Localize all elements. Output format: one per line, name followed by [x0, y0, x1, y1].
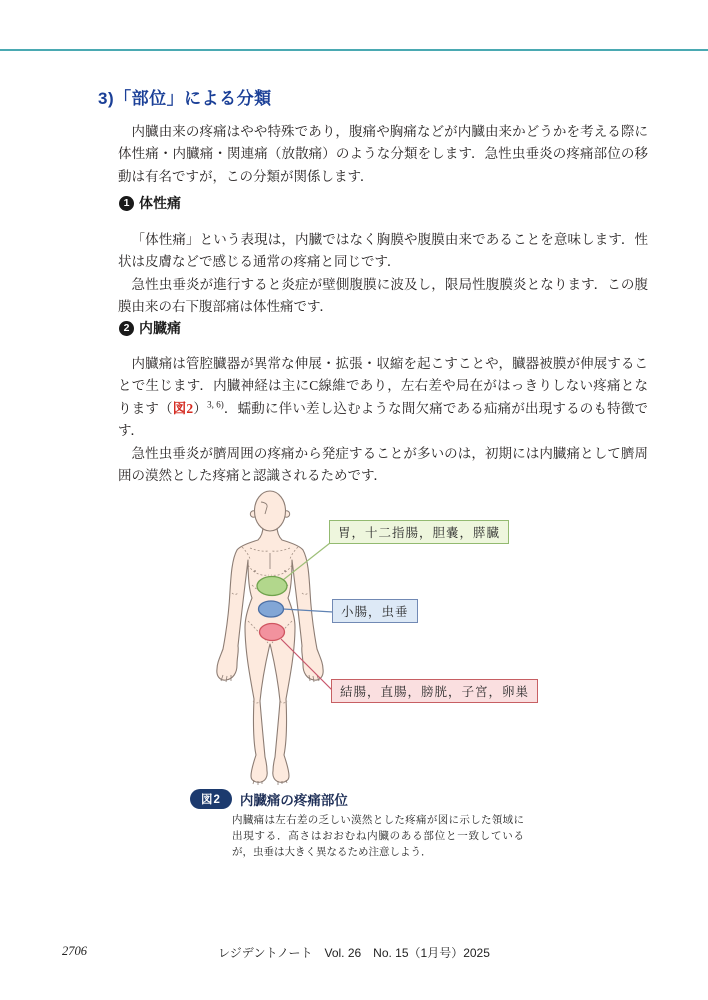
page-number: 2706: [62, 944, 87, 958]
visceral-text-pre: 内臓痛は管腔臓器が異常な伸展・拡張・収縮を起こすことや，臓器被膜が伸展することで生じます．内臓神経は主にC線維であり，左右差や局在がはっきりしない疼痛となります（: [118, 355, 648, 416]
label-lower-organs: 結腸，直腸，膀胱，子宮，卵巣: [331, 679, 538, 703]
label-middle-organs: 小腸，虫垂: [332, 599, 418, 623]
figure-caption-title: 内臓痛の疼痛部位: [239, 793, 348, 808]
subsection-visceral-pain: [119, 318, 181, 338]
somatic-paragraph-2: 急性虫垂炎が進行すると炎症が壁側腹膜に波及し，限局性腹膜炎となります．この腹膜由来の右下腹部痛は体性痛です．: [118, 276, 648, 314]
pain-zone-suprapubic: [260, 624, 285, 641]
label-upper-organs: 胃，十二指腸，胆嚢，膵臓: [329, 520, 509, 544]
subsection-somatic-pain: [119, 193, 181, 213]
visceral-text-post: ．蠕動に伴い差し込むような間欠痛である疝痛が出現するのも特徴です．: [118, 400, 649, 438]
intro-paragraph: 内臓由来の疼痛はやや特殊であり，腹痛や胸痛などが内臓由来かどうかを考える際に体性痛・内臓痛・関連痛（放散痛）のような分類をします．急性虫垂炎の疼痛部位の移動は有名ですが，この分類が関係します．: [118, 123, 648, 184]
circled-number-1-icon: 1: [119, 196, 134, 211]
visceral-paragraph-1: [118, 353, 648, 443]
visceral-text-paren: ）: [193, 400, 208, 416]
visceral-paragraph-2: 急性虫垂炎が臍周囲の疼痛から発症することが多いのは，初期には内臓痛として臍周囲の漠然とした疼痛と認識されるためです．: [118, 445, 648, 483]
subsection-title: 体性痛: [139, 195, 181, 211]
pain-zone-epigastric: [257, 577, 287, 596]
circled-number-2-icon: 2: [119, 321, 134, 336]
figure-2-caption: [190, 789, 535, 861]
header-rule: [0, 49, 708, 51]
pain-zone-umbilical: [259, 601, 284, 617]
citation-superscript: 3, 6): [207, 399, 224, 409]
figure-caption-text: 内臓痛は左右差の乏しい漠然とした疼痛が図に示した領域に出現する．高さはおおむね内臓のある部位と一致しているが，虫垂は大きく異なるため注意しよう．: [232, 815, 524, 858]
somatic-paragraph-1: 「体性痛」という表現は，内臓ではなく胸膜や腹膜由来であることを意味します．性状は皮膚などで感じる通常の疼痛と同じです．: [118, 231, 648, 269]
figure-2-body-diagram: [190, 485, 530, 791]
figure-number-badge: 図2: [190, 789, 232, 809]
subsection-title: 内臓痛: [139, 320, 181, 336]
section-heading: 3)「部位」による分類: [98, 89, 272, 108]
journal-footer: レジデントノート Vol. 26 No. 15（1月号）2025: [218, 946, 490, 960]
figure-2-reference: 図2: [172, 400, 194, 416]
